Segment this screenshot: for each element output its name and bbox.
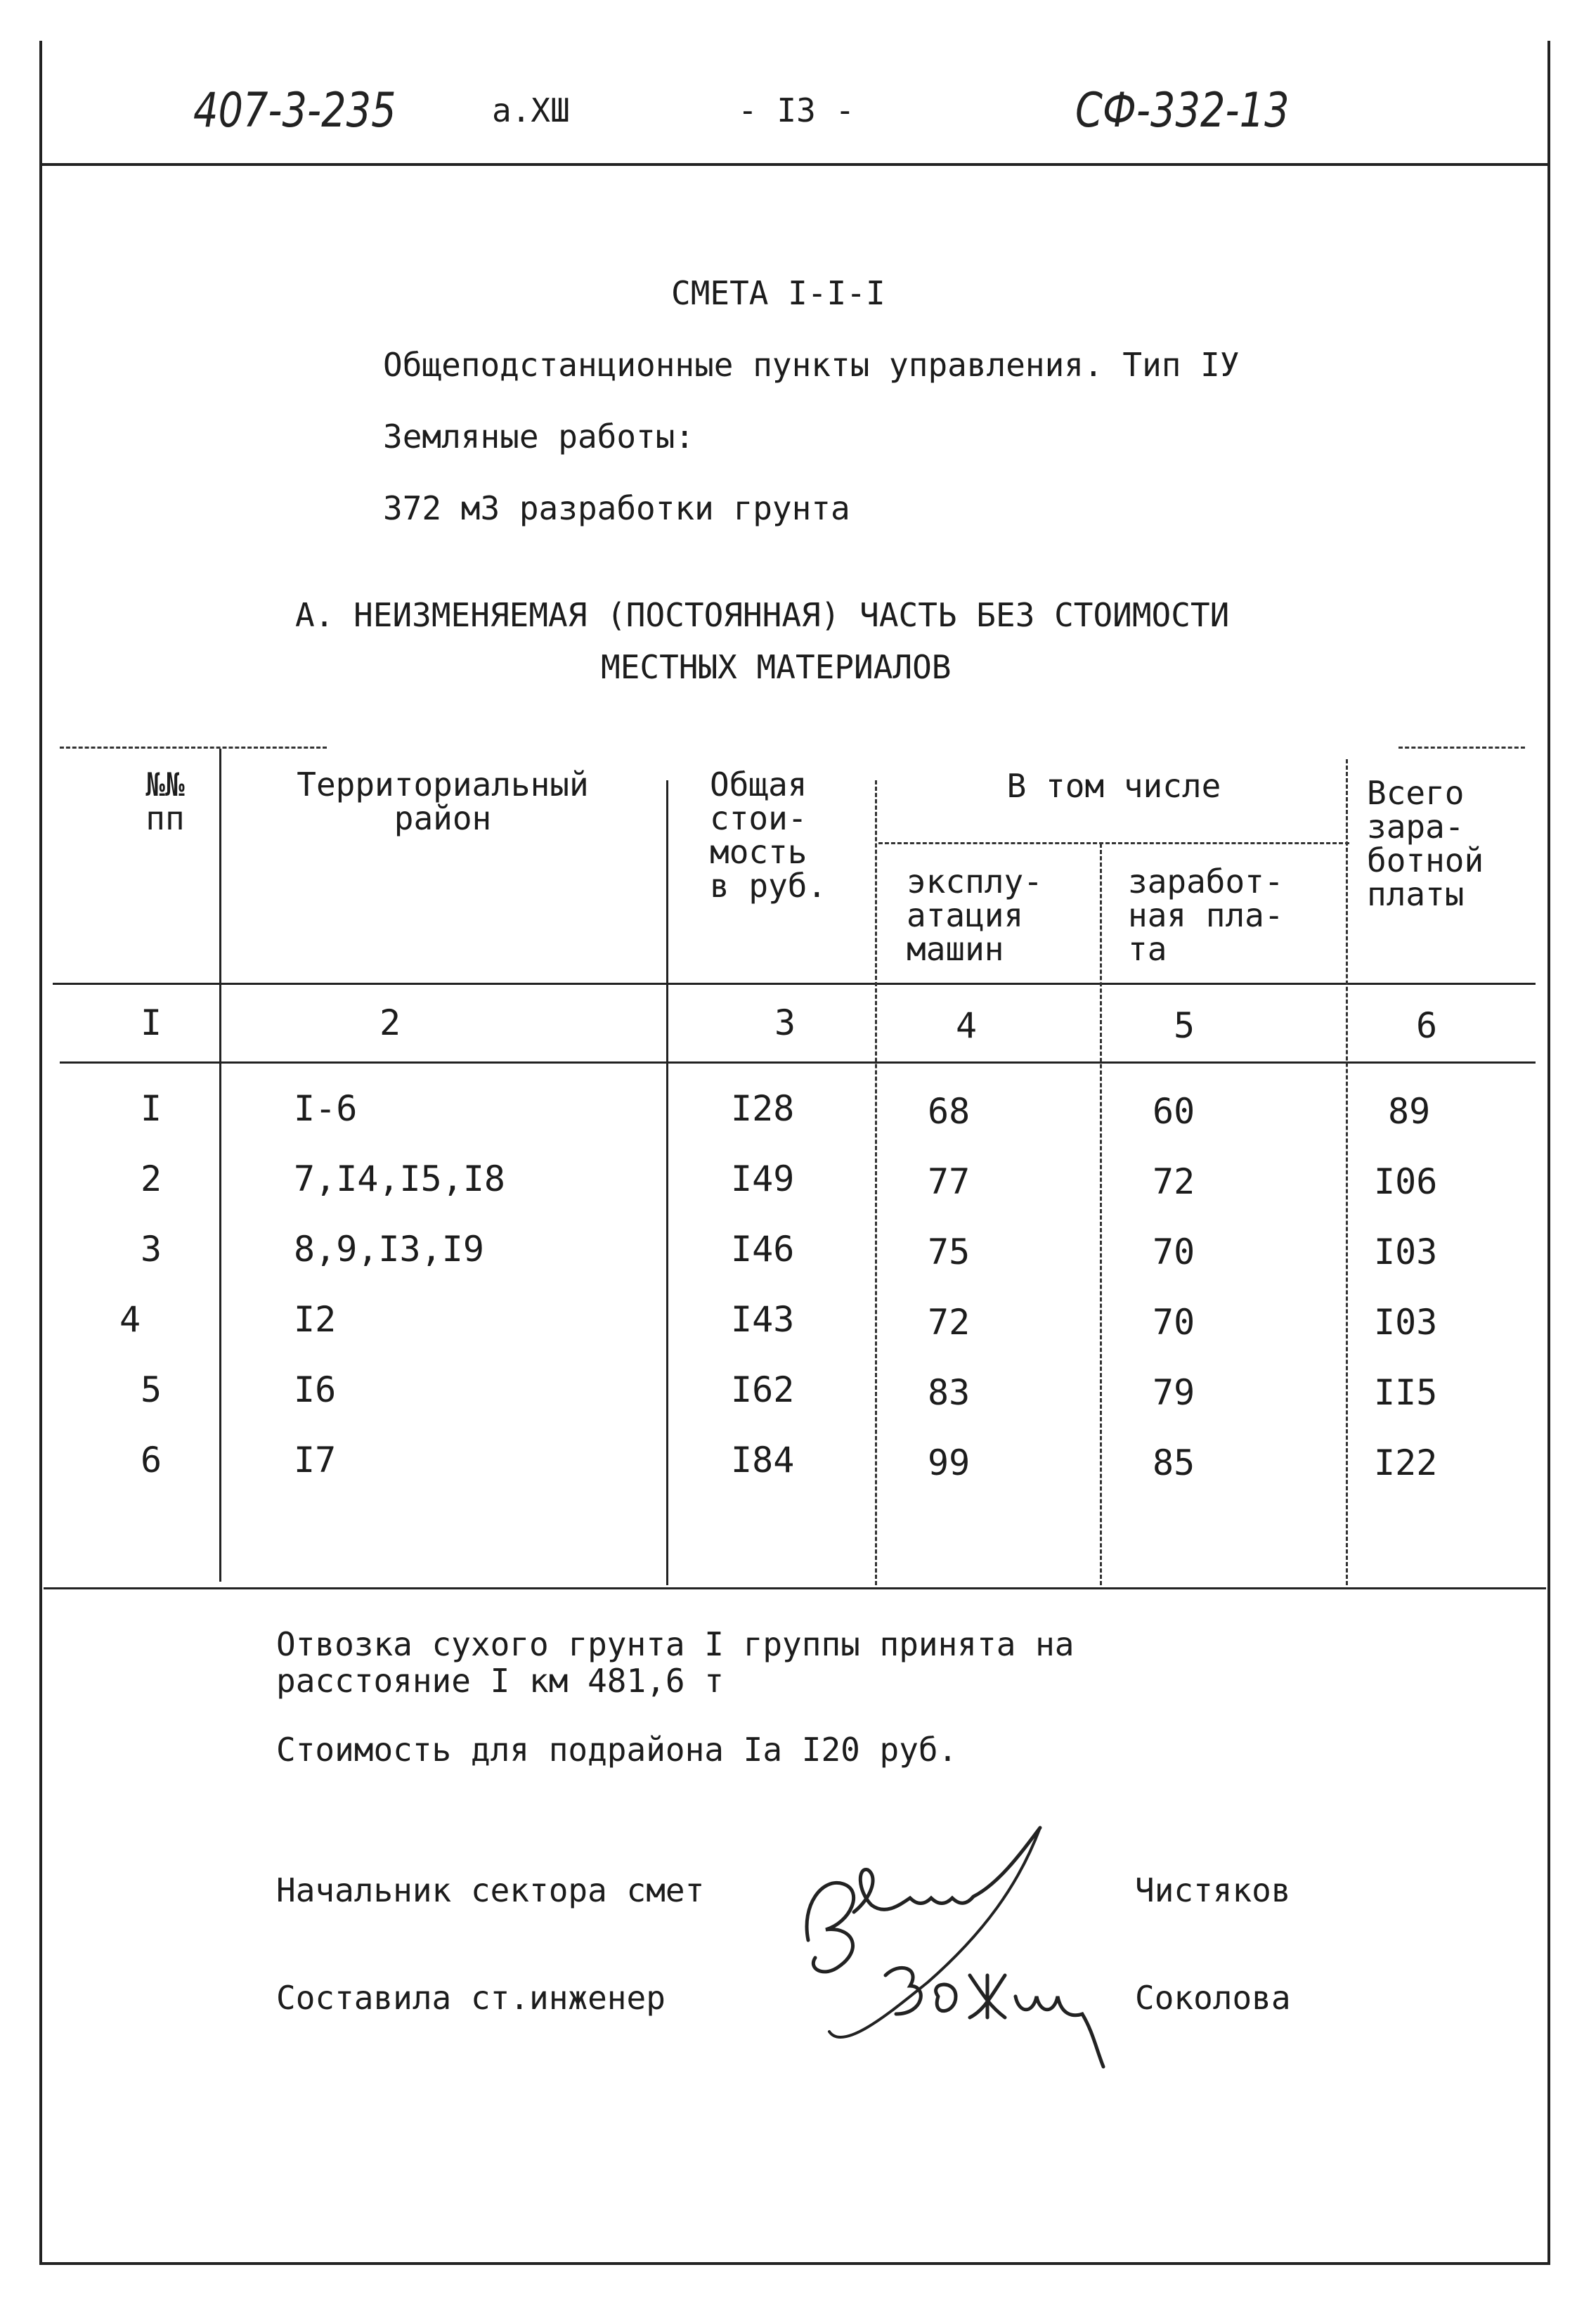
row-total: I49 bbox=[731, 1158, 795, 1199]
row-total-wages: I06 bbox=[1374, 1161, 1438, 1202]
table-top-right-dash bbox=[1398, 747, 1525, 749]
row-num: 3 bbox=[140, 1229, 162, 1270]
row-total: I28 bbox=[731, 1088, 795, 1129]
row-region: I6 bbox=[294, 1369, 337, 1410]
header-bottom-rule bbox=[53, 983, 1536, 985]
header-total-cost: Общая стои- мость в руб. bbox=[710, 766, 827, 905]
row-total-wages: 89 bbox=[1388, 1091, 1431, 1132]
row-region: I7 bbox=[294, 1440, 337, 1480]
row-num: 6 bbox=[140, 1440, 162, 1480]
col-divider-5 bbox=[1346, 759, 1348, 1585]
row-total: I46 bbox=[731, 1229, 795, 1270]
row-machines: 68 bbox=[928, 1091, 971, 1132]
title-line-2: Земляные работы: bbox=[383, 418, 695, 456]
row-total-wages: I03 bbox=[1374, 1302, 1438, 1343]
row-num: 2 bbox=[140, 1158, 162, 1199]
row-total: I62 bbox=[731, 1369, 795, 1410]
title-line-3: 372 м3 разработки грунта bbox=[383, 489, 850, 527]
colnum-3: 3 bbox=[774, 1002, 796, 1043]
colnum-6: 6 bbox=[1415, 1005, 1438, 1046]
row-num: I bbox=[140, 1088, 162, 1129]
row-wages: 72 bbox=[1153, 1161, 1195, 1202]
header-wages: заработ- ная пла- та bbox=[1128, 863, 1284, 968]
col-divider-3 bbox=[875, 780, 877, 1585]
row-wages: 70 bbox=[1153, 1302, 1195, 1343]
section-heading-1: А. НЕИЗМЕНЯЕМАЯ (ПОСТОЯННАЯ) ЧАСТЬ БЕЗ СТОИМОСТИ bbox=[295, 596, 1230, 634]
header-num: №№ пп bbox=[145, 766, 185, 837]
row-machines: 77 bbox=[928, 1161, 971, 1202]
sheet-code: СФ-332-13 bbox=[1075, 83, 1290, 138]
col-divider-1 bbox=[219, 749, 221, 1582]
row-total-wages: I03 bbox=[1374, 1232, 1438, 1272]
header-machines: эксплу- атация машин bbox=[907, 863, 1043, 968]
title-line-1: Общеподстанционные пункты управления. Тип IУ bbox=[383, 346, 1240, 384]
doc-code: 407-3-235 bbox=[193, 83, 396, 138]
row-total: I43 bbox=[731, 1299, 795, 1340]
row-wages: 60 bbox=[1153, 1091, 1195, 1132]
colnum-1: I bbox=[140, 1002, 162, 1043]
signatory-name-1: Чистяков bbox=[1135, 1871, 1291, 1909]
note-haulage-line-2: расстояние I км 481,6 т bbox=[276, 1662, 724, 1700]
row-wages: 79 bbox=[1153, 1372, 1195, 1413]
section-heading-2: МЕСТНЫХ МАТЕРИАЛОВ bbox=[601, 648, 952, 686]
estimate-title: СМЕТА I-I-I bbox=[671, 274, 885, 312]
colnum-4: 4 bbox=[955, 1005, 978, 1046]
header-including: В том числе bbox=[1006, 767, 1221, 805]
handwritten-signature-2 bbox=[871, 1947, 1117, 2074]
colnum-bottom-rule bbox=[60, 1061, 1536, 1064]
note-haulage-line-1: Отвозка сухого грунта I группы принята на bbox=[276, 1625, 1075, 1663]
row-machines: 72 bbox=[928, 1302, 971, 1343]
table-top-left-dash bbox=[60, 747, 327, 749]
incl-divider bbox=[878, 842, 1349, 844]
page-number: - I3 - bbox=[738, 91, 855, 129]
row-total-wages: I22 bbox=[1374, 1442, 1438, 1483]
row-num: 5 bbox=[140, 1369, 162, 1410]
header-divider bbox=[39, 163, 1550, 166]
row-num: 4 bbox=[119, 1299, 141, 1340]
table-bottom-rule bbox=[44, 1587, 1546, 1589]
row-region: 7,I4,I5,I8 bbox=[294, 1158, 506, 1199]
signatory-name-2: Соколова bbox=[1135, 1979, 1291, 2017]
colnum-5: 5 bbox=[1173, 1005, 1195, 1046]
row-total-wages: II5 bbox=[1374, 1372, 1438, 1413]
row-region: I-6 bbox=[294, 1088, 358, 1129]
note-subregion-cost: Стоимость для подрайона Iа I20 руб. bbox=[276, 1731, 958, 1769]
col-divider-4 bbox=[1100, 844, 1102, 1585]
row-machines: 83 bbox=[928, 1372, 971, 1413]
row-region: I2 bbox=[294, 1299, 337, 1340]
row-wages: 70 bbox=[1153, 1232, 1195, 1272]
header-total-wages: Всего зара- ботной платы bbox=[1367, 774, 1484, 913]
signatory-role-1: Начальник сектора смет bbox=[276, 1871, 705, 1909]
album-number: а.ХШ bbox=[492, 91, 570, 129]
row-machines: 99 bbox=[928, 1442, 971, 1483]
header-region: Территориальный район bbox=[297, 766, 589, 837]
row-total: I84 bbox=[731, 1440, 795, 1480]
col-divider-2 bbox=[666, 780, 668, 1585]
row-region: 8,9,I3,I9 bbox=[294, 1229, 484, 1270]
signatory-role-2: Составила ст.инженер bbox=[276, 1979, 666, 2017]
row-wages: 85 bbox=[1153, 1442, 1195, 1483]
row-machines: 75 bbox=[928, 1232, 971, 1272]
colnum-2: 2 bbox=[379, 1002, 401, 1043]
